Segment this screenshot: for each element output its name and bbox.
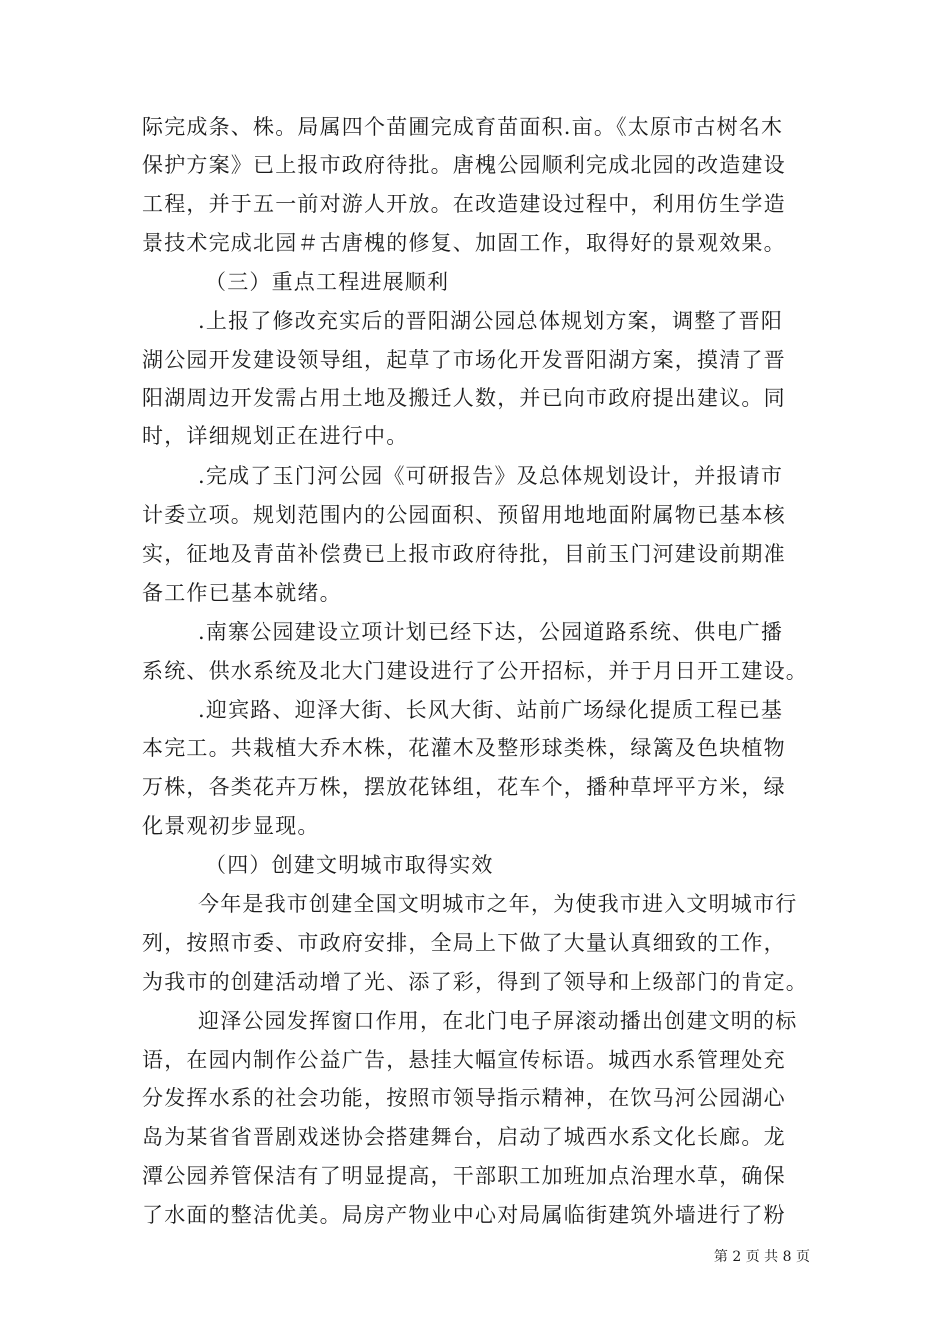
text-line: 实，征地及青苗补偿费已上报市政府待批，目前玉门河建设前期准 <box>142 542 786 566</box>
text-line: 为我市的创建活动增了光、添了彩，得到了领导和上级部门的肯定。 <box>142 970 808 994</box>
text-line: 语，在园内制作公益广告，悬挂大幅宣传标语。城西水系管理处充 <box>142 1048 786 1072</box>
text-line: 了水面的整洁优美。局房产物业中心对局属临街建筑外墙进行了粉 <box>142 1203 786 1227</box>
text-line: 景技术完成北园＃古唐槐的修复、加固工作，取得好的景观效果。 <box>142 231 786 255</box>
section-heading: （四）创建文明城市取得实效 <box>205 853 494 877</box>
text-line: 阳湖周边开发需占用土地及搬迁人数，并已向市政府提出建议。同 <box>142 386 786 410</box>
text-line: 本完工。共栽植大乔木株，花灌木及整形球类株，绿篱及色块植物 <box>142 736 786 760</box>
text-line: 迎泽公园发挥窗口作用，在北门电子屏滚动播出创建文明的标 <box>198 1009 798 1033</box>
text-line: 岛为某省省晋剧戏迷协会搭建舞台，启动了城西水系文化长廊。龙 <box>142 1125 786 1149</box>
text-line: 化景观初步显现。 <box>142 814 320 838</box>
text-line: 工程，并于五一前对游人开放。在改造建设过程中，利用仿生学造 <box>142 192 786 216</box>
text-line: 今年是我市创建全国文明城市之年，为使我市进入文明城市行 <box>198 892 798 916</box>
text-line: 备工作已基本就绪。 <box>142 581 342 605</box>
text-line: 际完成条、株。局属四个苗圃完成育苗面积.亩。《太原市古树名木 <box>142 115 784 139</box>
text-line: 系统、供水系统及北大门建设进行了公开招标，并于月日开工建设。 <box>142 659 808 683</box>
section-heading: （三）重点工程进展顺利 <box>205 270 450 294</box>
text-line: 湖公园开发建设领导组，起草了市场化开发晋阳湖方案，摸清了晋 <box>142 348 786 372</box>
text-line: .完成了玉门河公园《可研报告》及总体规划设计，并报请市 <box>198 464 784 488</box>
text-line: .南寨公园建设立项计划已经下达，公园道路系统、供电广播 <box>198 620 784 644</box>
text-line: .迎宾路、迎泽大街、长风大街、站前广场绿化提质工程已基 <box>198 698 784 722</box>
text-line: 列，按照市委、市政府安排，全局上下做了大量认真细致的工作， <box>142 931 786 955</box>
text-line: 计委立项。规划范围内的公园面积、预留用地地面附属物已基本核 <box>142 503 786 527</box>
text-line: 保护方案》已上报市政府待批。唐槐公园顺利完成北园的改造建设 <box>142 153 786 177</box>
page-number: 第 2 页 共 8 页 <box>713 1249 810 1265</box>
text-line: 潭公园养管保洁有了明显提高，干部职工加班加点治理水草，确保 <box>142 1164 786 1188</box>
text-line: 分发挥水系的社会功能，按照市领导指示精神，在饮马河公园湖心 <box>142 1086 786 1110</box>
text-line: .上报了修改充实后的晋阳湖公园总体规划方案，调整了晋阳 <box>198 309 784 333</box>
text-line: 万株，各类花卉万株，摆放花钵组，花车个，播种草坪平方米，绿 <box>142 775 786 799</box>
text-line: 时，详细规划正在进行中。 <box>142 424 409 448</box>
